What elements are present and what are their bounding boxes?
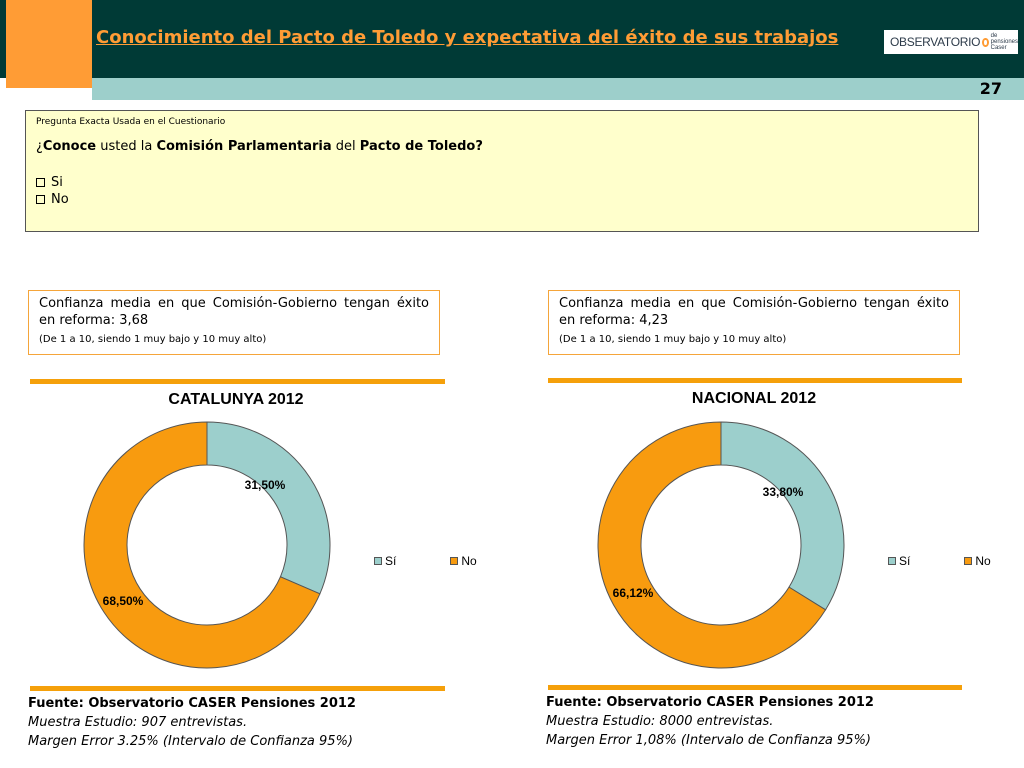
legend-label: Sí [899, 554, 911, 568]
legend-label: No [975, 554, 991, 568]
legend-label: Sí [385, 554, 397, 568]
donut-slice-si [207, 422, 330, 594]
chart-title: NACIONAL 2012 [691, 390, 817, 407]
header-accent-block [6, 0, 92, 88]
info-scale-note: (De 1 a 10, siendo 1 muy bajo y 10 muy alto) [39, 334, 267, 345]
legend-swatch [450, 557, 458, 565]
legend-swatch [374, 557, 382, 565]
separator-line [30, 686, 445, 691]
legend-label: No [461, 554, 477, 568]
source-sample: Muestra Estudio: 907 entrevistas. [28, 715, 248, 730]
chart-title: CATALUNYA 2012 [168, 391, 304, 408]
source-margin: Margen Error 3.25% (Intervalo de Confianza 95%) [28, 734, 353, 749]
question-part: ¿ [36, 139, 43, 154]
source-title: Fuente: Observatorio CASER Pensiones 2012 [546, 695, 874, 710]
checkbox-icon [36, 195, 45, 204]
logo-subtext [991, 33, 1018, 51]
question-option-si [36, 174, 968, 191]
info-box-right [548, 290, 960, 355]
logo-sub-line: Caser [990, 45, 1007, 51]
info-confidence-text: Confianza media en que Comisión-Gobierno tengan éxito en reforma: 3,68 [39, 296, 429, 328]
option-label: Si [51, 175, 63, 190]
chart-legend [374, 554, 531, 568]
info-confidence-text: Confianza media en que Comisión-Gobierno tengan éxito en reforma: 4,23 [559, 296, 949, 328]
data-label: 66,12% [612, 586, 654, 600]
legend-item-no [964, 554, 990, 568]
data-label: 33,80% [762, 485, 804, 499]
question-part: Comisión Parlamentaria [156, 139, 332, 154]
header-sub-bar [92, 78, 1024, 100]
separator-line [548, 378, 962, 383]
legend-item-no [450, 554, 476, 568]
logo-ring-icon [982, 38, 988, 47]
page-number: 27 [979, 79, 1002, 98]
question-box [25, 110, 979, 232]
info-box-left [28, 290, 440, 355]
donut-chart-catalunya [82, 417, 334, 675]
logo-text: OBSERVATORIO [890, 35, 981, 49]
source-title: Fuente: Observatorio CASER Pensiones 2012 [28, 696, 356, 711]
info-scale-note: (De 1 a 10, siendo 1 muy bajo y 10 muy alto) [559, 334, 787, 345]
legend-item-si [374, 554, 396, 568]
legend-swatch [964, 557, 972, 565]
donut-slice-si [721, 422, 844, 610]
legend-item-si [888, 554, 910, 568]
question-option-no [36, 191, 968, 208]
question-part: Conoce [42, 139, 97, 154]
option-label: No [51, 192, 69, 207]
question-part: Pacto de Toledo? [359, 139, 483, 154]
source-sample: Muestra Estudio: 8000 entrevistas. [546, 714, 774, 729]
separator-line [548, 685, 962, 690]
source-margin: Margen Error 1,08% (Intervalo de Confianza 95%) [546, 733, 871, 748]
legend-swatch [888, 557, 896, 565]
source-note-left [28, 694, 356, 751]
source-note-right [546, 693, 874, 750]
page-title: Conocimiento del Pacto de Toledo y expectativa del éxito de sus trabajos [96, 27, 839, 48]
data-label: 31,50% [244, 478, 286, 492]
checkbox-icon [36, 178, 45, 187]
data-label: 68,50% [102, 594, 144, 608]
donut-chart-nacional [596, 417, 848, 675]
question-part: del [331, 139, 360, 154]
logo-sub-line: de pensiones [990, 33, 1018, 45]
chart-legend [888, 554, 1024, 568]
separator-line [30, 379, 445, 384]
question-text [36, 139, 968, 154]
observatorio-logo [884, 30, 1018, 54]
question-part: usted la [96, 139, 157, 154]
question-label: Pregunta Exacta Usada en el Cuestionario [36, 117, 226, 127]
